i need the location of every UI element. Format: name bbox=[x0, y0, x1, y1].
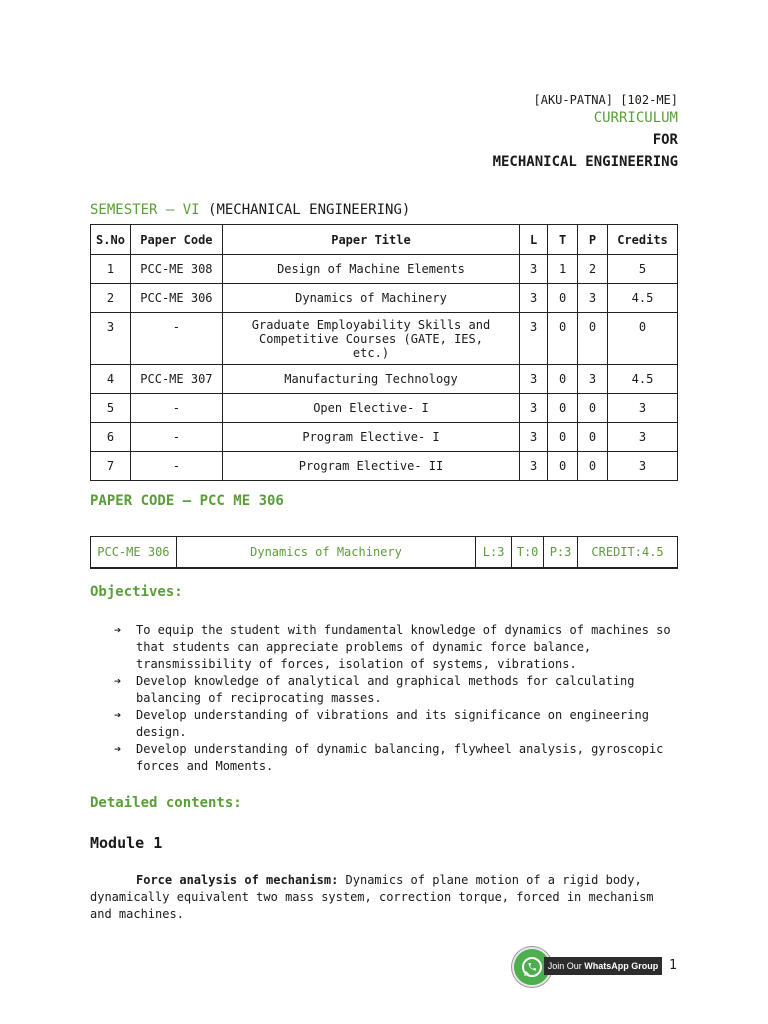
detailed-contents-heading: Detailed contents: bbox=[90, 795, 242, 811]
objective-text: Develop understanding of dynamic balancing, flywheel analysis, gyroscopic forces and Moments. bbox=[136, 742, 664, 773]
cell-p: 0 bbox=[578, 394, 608, 423]
cell-code: - bbox=[130, 452, 222, 481]
module-paragraph bbox=[90, 872, 678, 923]
cell-credits: 4.5 bbox=[608, 365, 678, 394]
cell-code: - bbox=[130, 394, 222, 423]
list-item bbox=[114, 741, 674, 775]
paper-tutorial: T:0 bbox=[512, 537, 544, 569]
whatsapp-join-bold: WhatsApp Group bbox=[584, 961, 659, 971]
cell-t: 0 bbox=[548, 313, 578, 365]
column-header: S.No bbox=[91, 225, 131, 255]
list-item bbox=[114, 622, 674, 673]
objectives-heading: Objectives: bbox=[90, 584, 183, 600]
objective-text: To equip the student with fundamental knowledge of dynamics of machines so that students can appreciate problems of dynamic force balance, transmissibility of forces, isolation of systems, vibrations. bbox=[136, 623, 671, 671]
column-header: Credits bbox=[608, 225, 678, 255]
arrow-bullet-icon: ➔ bbox=[114, 708, 122, 722]
cell-t: 0 bbox=[548, 452, 578, 481]
topic-text: Dynamics of plane motion of a rigid body, dynamically equivalent two mass system, correction torque, forced in mechanism and machines. bbox=[90, 873, 654, 921]
curriculum-title: CURRICULUM bbox=[593, 110, 678, 126]
paper-code: PCC-ME 306 bbox=[91, 537, 177, 569]
topic-lead: Force analysis of mechanism: bbox=[136, 873, 339, 887]
cell-sno: 7 bbox=[91, 452, 131, 481]
cell-t: 1 bbox=[548, 255, 578, 284]
cell-t: 0 bbox=[548, 423, 578, 452]
semester-subtitle: (MECHANICAL ENGINEERING) bbox=[208, 202, 411, 218]
paper-practical: P:3 bbox=[544, 537, 578, 569]
list-item bbox=[114, 673, 674, 707]
objective-text: Develop understanding of vibrations and its significance on engineering design. bbox=[136, 708, 649, 739]
table-row bbox=[91, 284, 678, 313]
column-header: Paper Title bbox=[222, 225, 519, 255]
paper-credit: CREDIT:4.5 bbox=[578, 537, 678, 569]
cell-code: PCC-ME 308 bbox=[130, 255, 222, 284]
cell-l: 3 bbox=[520, 365, 548, 394]
cell-p: 3 bbox=[578, 365, 608, 394]
cell-code: - bbox=[130, 313, 222, 365]
cell-title: Design of Machine Elements bbox=[222, 255, 519, 284]
page-number: 1 bbox=[669, 958, 677, 973]
semester-label: SEMESTER – VI bbox=[90, 202, 200, 218]
branch-title: MECHANICAL ENGINEERING bbox=[492, 154, 678, 170]
arrow-bullet-icon: ➔ bbox=[114, 623, 122, 637]
whatsapp-join-prefix: Join Our bbox=[547, 961, 585, 971]
cell-credits: 3 bbox=[608, 394, 678, 423]
list-item bbox=[114, 707, 674, 741]
paper-info-row bbox=[91, 537, 678, 569]
cell-code: PCC-ME 306 bbox=[130, 284, 222, 313]
curriculum-for: FOR bbox=[652, 132, 678, 148]
whatsapp-group-banner[interactable] bbox=[512, 947, 662, 985]
whatsapp-join-label[interactable] bbox=[544, 957, 662, 975]
cell-l: 3 bbox=[520, 313, 548, 365]
arrow-bullet-icon: ➔ bbox=[114, 742, 122, 756]
cell-p: 3 bbox=[578, 284, 608, 313]
cell-t: 0 bbox=[548, 365, 578, 394]
cell-title: Program Elective- I bbox=[222, 423, 519, 452]
cell-t: 0 bbox=[548, 284, 578, 313]
column-header: P bbox=[578, 225, 608, 255]
table-row bbox=[91, 255, 678, 284]
cell-p: 0 bbox=[578, 452, 608, 481]
table-row bbox=[91, 452, 678, 481]
cell-t: 0 bbox=[548, 394, 578, 423]
paper-lecture: L:3 bbox=[476, 537, 512, 569]
cell-l: 3 bbox=[520, 255, 548, 284]
paper-code-heading: PAPER CODE – PCC ME 306 bbox=[90, 493, 284, 509]
table-row bbox=[91, 365, 678, 394]
objective-text: Develop knowledge of analytical and graphical methods for calculating balancing of reciprocating masses. bbox=[136, 674, 635, 705]
cell-p: 0 bbox=[578, 313, 608, 365]
cell-l: 3 bbox=[520, 284, 548, 313]
objectives-list bbox=[114, 622, 674, 775]
column-header: L bbox=[520, 225, 548, 255]
cell-l: 3 bbox=[520, 394, 548, 423]
cell-sno: 6 bbox=[91, 423, 131, 452]
column-header: T bbox=[548, 225, 578, 255]
cell-sno: 3 bbox=[91, 313, 131, 365]
cell-l: 3 bbox=[520, 423, 548, 452]
cell-credits: 4.5 bbox=[608, 284, 678, 313]
cell-credits: 5 bbox=[608, 255, 678, 284]
cell-sno: 1 bbox=[91, 255, 131, 284]
cell-credits: 3 bbox=[608, 452, 678, 481]
cell-title: Dynamics of Machinery bbox=[222, 284, 519, 313]
semester-heading bbox=[90, 202, 410, 218]
arrow-bullet-icon: ➔ bbox=[114, 674, 122, 688]
cell-code: PCC-ME 307 bbox=[130, 365, 222, 394]
cell-code: - bbox=[130, 423, 222, 452]
cell-title: Manufacturing Technology bbox=[222, 365, 519, 394]
cell-p: 2 bbox=[578, 255, 608, 284]
cell-p: 0 bbox=[578, 423, 608, 452]
paper-title: Dynamics of Machinery bbox=[176, 537, 475, 569]
table-row bbox=[91, 423, 678, 452]
semester-table bbox=[90, 224, 678, 481]
document-code: [AKU-PATNA] [102-ME] bbox=[533, 93, 678, 107]
table-header-row bbox=[91, 225, 678, 255]
cell-title: Program Elective- II bbox=[222, 452, 519, 481]
cell-l: 3 bbox=[520, 452, 548, 481]
cell-sno: 5 bbox=[91, 394, 131, 423]
cell-credits: 0 bbox=[608, 313, 678, 365]
column-header: Paper Code bbox=[130, 225, 222, 255]
cell-title: Graduate Employability Skills and Competitive Courses (GATE, IES, etc.) bbox=[222, 313, 519, 365]
cell-title: Open Elective- I bbox=[222, 394, 519, 423]
cell-credits: 3 bbox=[608, 423, 678, 452]
table-row bbox=[91, 394, 678, 423]
cell-sno: 2 bbox=[91, 284, 131, 313]
table-row bbox=[91, 313, 678, 365]
module-heading: Module 1 bbox=[90, 834, 163, 852]
cell-sno: 4 bbox=[91, 365, 131, 394]
paper-info-table bbox=[90, 536, 678, 569]
